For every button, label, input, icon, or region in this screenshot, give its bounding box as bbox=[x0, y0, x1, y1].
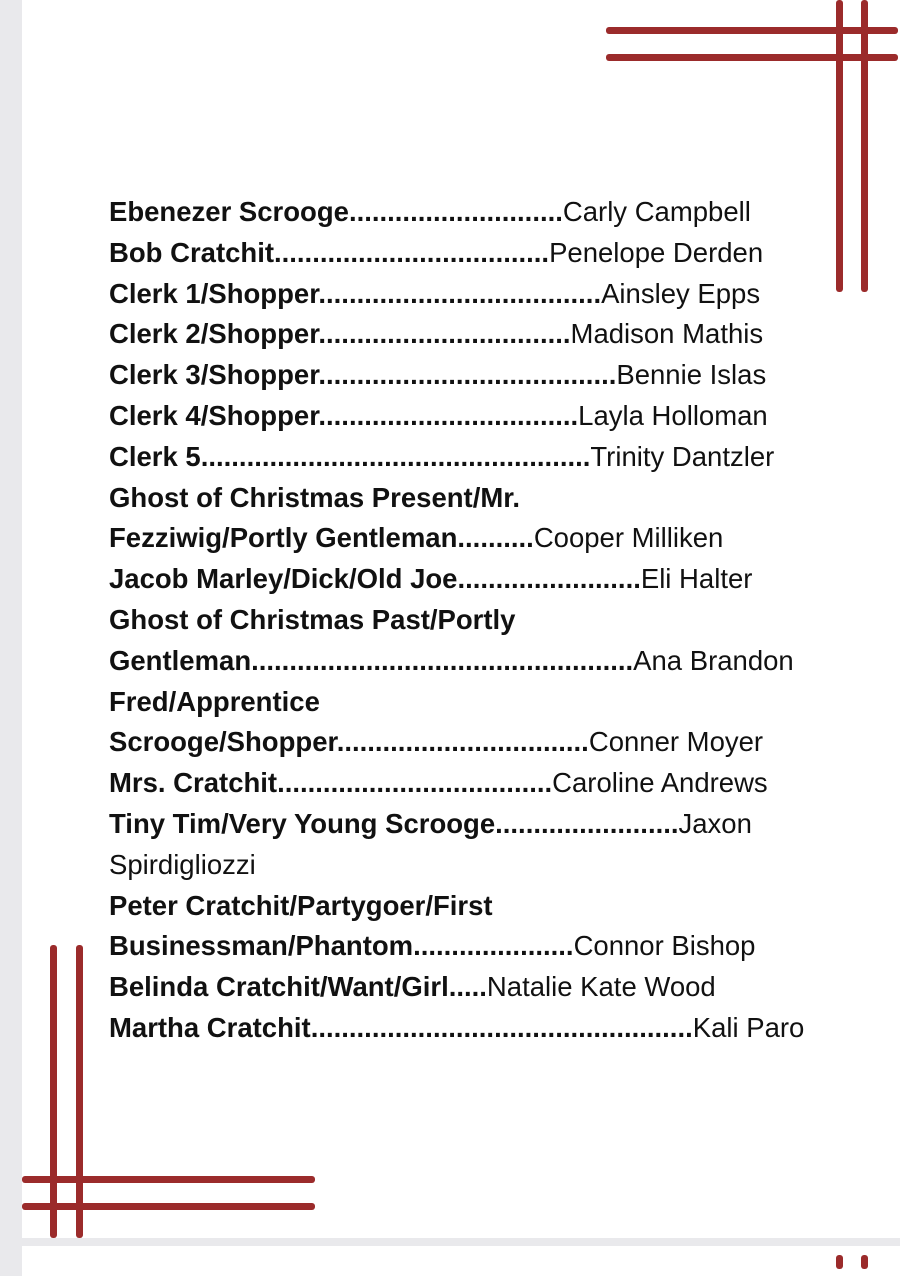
cast-entry bbox=[109, 804, 809, 845]
actor-name: Spirdigliozzi bbox=[109, 848, 256, 880]
cast-entry bbox=[109, 518, 809, 559]
role-name: Ebenezer Scrooge bbox=[109, 196, 349, 227]
actor-name: Trinity Dantzler bbox=[590, 440, 775, 472]
cast-entry bbox=[109, 396, 809, 437]
decor-bar bbox=[76, 945, 83, 1238]
cast-list bbox=[109, 192, 809, 1049]
actor-name: Caroline Andrews bbox=[552, 767, 768, 799]
actor-name: Ainsley Epps bbox=[601, 277, 761, 309]
leader-dots: ..... bbox=[448, 971, 487, 1003]
cast-entry bbox=[109, 886, 809, 927]
decor-bar bbox=[861, 0, 868, 292]
actor-name: Kali Paro bbox=[692, 1011, 805, 1043]
role-name: Businessman/Phantom bbox=[109, 930, 414, 962]
cast-entry bbox=[109, 722, 809, 763]
cast-entry bbox=[109, 559, 809, 600]
role-name: Mrs. Cratchit bbox=[109, 767, 278, 799]
cast-entry bbox=[109, 641, 809, 682]
cast-entry bbox=[109, 355, 809, 396]
next-page-edge bbox=[22, 1246, 900, 1276]
actor-name: Layla Holloman bbox=[578, 399, 768, 431]
actor-name: Madison Mathis bbox=[570, 318, 764, 350]
decor-bar bbox=[22, 1203, 315, 1210]
actor-name: Bennie Islas bbox=[616, 359, 767, 391]
cast-entry bbox=[109, 437, 809, 478]
cast-entry bbox=[109, 274, 809, 315]
decor-bar bbox=[606, 54, 898, 61]
leader-dots: .................................... bbox=[274, 236, 550, 268]
leader-dots: ..................................... bbox=[318, 277, 602, 309]
leader-dots: ............................ bbox=[348, 196, 563, 227]
cast-entry bbox=[109, 763, 809, 804]
role-name: Bob Cratchit bbox=[109, 236, 274, 268]
actor-name: Conner Moyer bbox=[588, 726, 764, 758]
leader-dots: ................................. bbox=[336, 726, 589, 758]
cast-entry bbox=[109, 314, 809, 355]
role-name: Belinda Cratchit/Want/Girl bbox=[109, 971, 449, 1003]
decor-bar bbox=[606, 27, 898, 34]
actor-name: Cooper Milliken bbox=[533, 522, 724, 554]
cast-entry bbox=[109, 1008, 809, 1049]
leader-dots: .................................................. bbox=[310, 1011, 693, 1043]
role-name: Clerk 5 bbox=[109, 440, 201, 472]
cast-entry bbox=[109, 682, 809, 723]
leader-dots: .................................... bbox=[277, 767, 553, 799]
decor-bar bbox=[836, 0, 843, 292]
decor-bar bbox=[22, 1176, 315, 1183]
leader-dots: .................................. bbox=[318, 399, 579, 431]
role-name: Scrooge/Shopper bbox=[109, 726, 337, 758]
actor-name: Penelope Derden bbox=[549, 236, 764, 268]
leader-dots: .......... bbox=[457, 522, 534, 554]
cast-entry bbox=[109, 600, 809, 641]
actor-name: Ana Brandon bbox=[633, 644, 794, 676]
role-name: Clerk 3/Shopper bbox=[109, 359, 319, 391]
leader-dots: ..................... bbox=[413, 930, 574, 962]
actor-name: Natalie Kate Wood bbox=[486, 971, 716, 1003]
role-name: Fred/Apprentice bbox=[109, 685, 320, 717]
actor-name: Jaxon bbox=[678, 807, 752, 839]
role-name: Peter Cratchit/Partygoer/First bbox=[109, 889, 493, 921]
role-name: Clerk 1/Shopper bbox=[109, 277, 319, 309]
cast-entry bbox=[109, 478, 809, 519]
role-name: Ghost of Christmas Present/Mr. bbox=[109, 481, 521, 513]
cast-entry bbox=[109, 845, 809, 886]
role-name: Martha Cratchit bbox=[109, 1011, 311, 1043]
role-name: Jacob Marley/Dick/Old Joe bbox=[109, 563, 458, 595]
cast-entry bbox=[109, 192, 809, 233]
role-name: Clerk 2/Shopper bbox=[109, 318, 319, 350]
leader-dots: ........................ bbox=[457, 563, 641, 595]
role-name: Gentleman bbox=[109, 644, 252, 676]
actor-name: Carly Campbell bbox=[562, 196, 751, 227]
decor-bar bbox=[50, 945, 57, 1238]
role-name: Fezziwig/Portly Gentleman bbox=[109, 522, 458, 554]
role-name: Ghost of Christmas Past/Portly bbox=[109, 603, 516, 635]
leader-dots: ....................................... bbox=[318, 359, 617, 391]
role-name: Clerk 4/Shopper bbox=[109, 399, 319, 431]
cast-entry bbox=[109, 967, 809, 1008]
cast-entry bbox=[109, 926, 809, 967]
leader-dots: ........................ bbox=[495, 807, 679, 839]
cast-entry bbox=[109, 233, 809, 274]
leader-dots: .................................................. bbox=[251, 644, 634, 676]
leader-dots: ................................................... bbox=[200, 440, 591, 472]
actor-name: Eli Halter bbox=[640, 563, 753, 595]
actor-name: Connor Bishop bbox=[573, 930, 756, 962]
role-name: Tiny Tim/Very Young Scrooge bbox=[109, 807, 496, 839]
leader-dots: ................................. bbox=[318, 318, 571, 350]
